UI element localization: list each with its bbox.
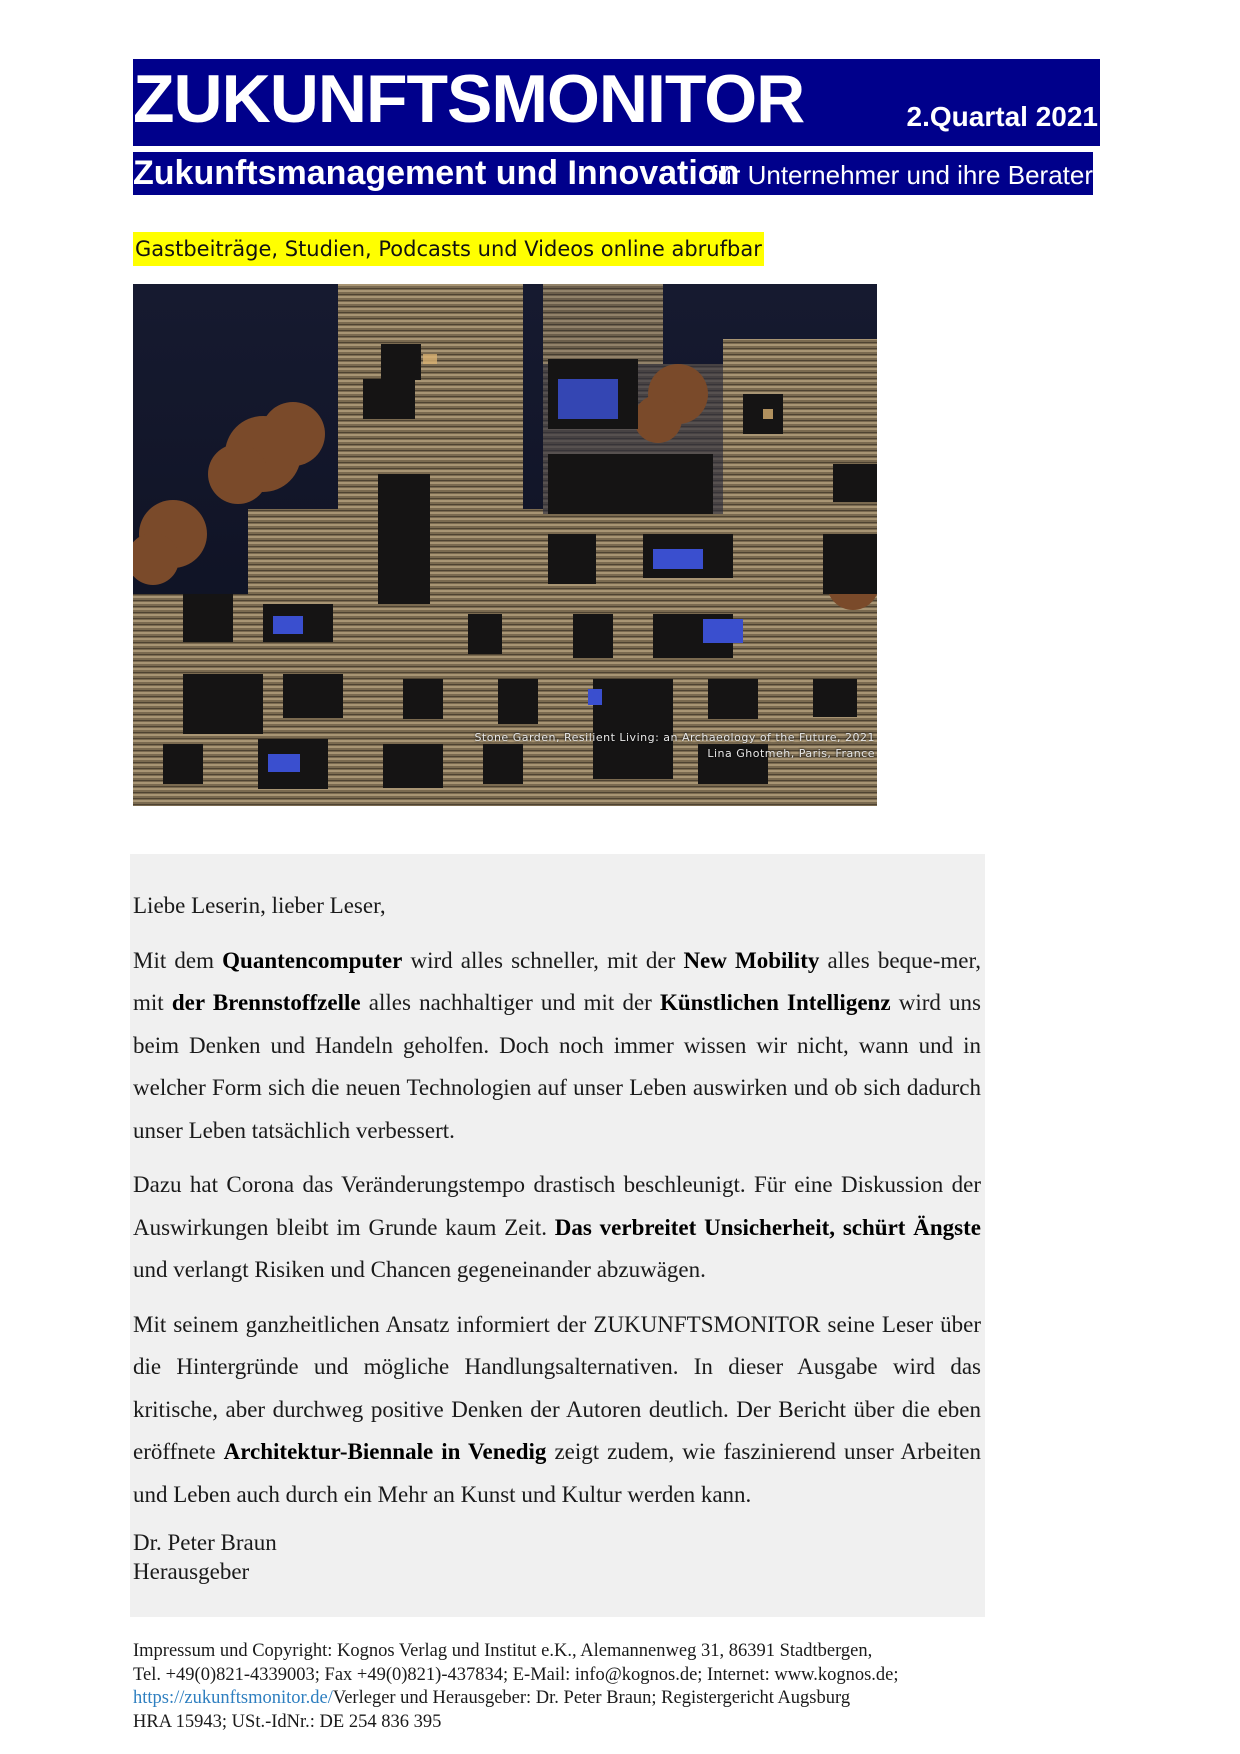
emphasized-term: New Mobility [683,947,820,973]
cover-caption-line2: Lina Ghotmeh, Paris, France [707,747,875,760]
masthead-subtitle: Zukunftsmanagement und Innovation [133,154,740,192]
text-run: zeigt zudem, wie faszinierend unser Arbeiten und Leben auch durch ein Mehr an Kunst und Kultur werden kann. [133,1439,981,1507]
cover-photo [133,284,877,806]
architecture-model-image [133,284,877,806]
emphasized-term: Architektur-Biennale in Venedig [223,1439,547,1464]
cover-caption-line1: Stone Garden, Resilient Living: an Archaeology of the Future, 2021 [474,731,875,744]
text-run: alles nachhaltiger und mit der [360,990,660,1015]
masthead-title: ZUKUNFTSMONITOR [133,61,805,137]
letter-paragraph [133,1304,981,1517]
masthead-subtitle-bar [133,152,1093,195]
imprint-line [133,1687,993,1711]
editorial-letter [133,885,981,1586]
letter-signature [133,1528,981,1586]
issue-quarter: 2.Quartal 2021 [906,101,1098,132]
signature-role: Herausgeber [133,1559,250,1584]
imprint-line: HRA 15943; USt.-IdNr.: DE 254 836 395 [133,1711,442,1732]
text-run: Dazu hat Corona das Veränderungstempo drastisch beschleunigt. Für eine Diskussion der Auswirkungen bleibt im Grunde kaum Zeit. [133,1172,981,1240]
letter-paragraph [133,1164,981,1292]
imprint-publisher: Verleger und Herausgeber: Dr. Peter Braun; Registergericht Augsburg [332,1688,851,1708]
imprint [133,1640,993,1734]
letter-paragraph [133,940,981,1153]
signature-name: Dr. Peter Braun [133,1530,277,1555]
emphasized-term: Quantencomputer [222,947,403,973]
online-content-banner: Gastbeiträge, Studien, Podcasts und Videos online abrufbar [133,232,764,266]
emphasized-term: Das verbreitet Unsicherheit, schürt Ängste [554,1214,981,1240]
target-audience: für Unternehmer und ihre Berater [710,160,1093,190]
emphasized-term: Künstlichen Intelligenz [660,990,891,1015]
letter-salutation: Liebe Leserin, lieber Leser, [133,893,386,918]
masthead [133,59,1100,146]
text-run: Mit dem [133,947,223,973]
text-run: Mit seinem ganzheitlichen Ansatz informiert der ZUKUNFTSMONITOR seine Leser über die Hintergründe und mögliche Handlungsalternativen. In dieser Ausgabe wird das kritische, aber durchweg positive Denken der Autoren deutlich. Der Bericht über die eben eröffnete [133,1311,981,1464]
website-link[interactable]: https://zukunftsmonitor.de/ [133,1688,333,1708]
cover-caption [474,730,875,762]
emphasized-term: der Brennstoffzelle [171,990,361,1015]
text-run: alles beque-mer, mit [133,947,981,1015]
imprint-line: Impressum und Copyright: Kognos Verlag und Institut e.K., Alemannenweg 31, 86391 Stadtbergen, [133,1641,873,1661]
text-run: wird uns beim Denken und Handeln geholfen. Doch noch immer wissen wir nicht, wann und in welcher Form sich die neuen Technologien auf unser Leben auswirken und ob sich dadurch unser Leben tatsächlich verbessert. [133,990,981,1143]
text-run: und verlangt Risiken und Chancen gegeneinander abzuwägen. [133,1257,706,1282]
text-run: wird alles schneller, mit der [402,947,684,973]
imprint-line: Tel. +49(0)821-4339003; Fax +49(0)821)-437834; E-Mail: info@kognos.de; Internet: www.kognos.de; [133,1664,899,1685]
